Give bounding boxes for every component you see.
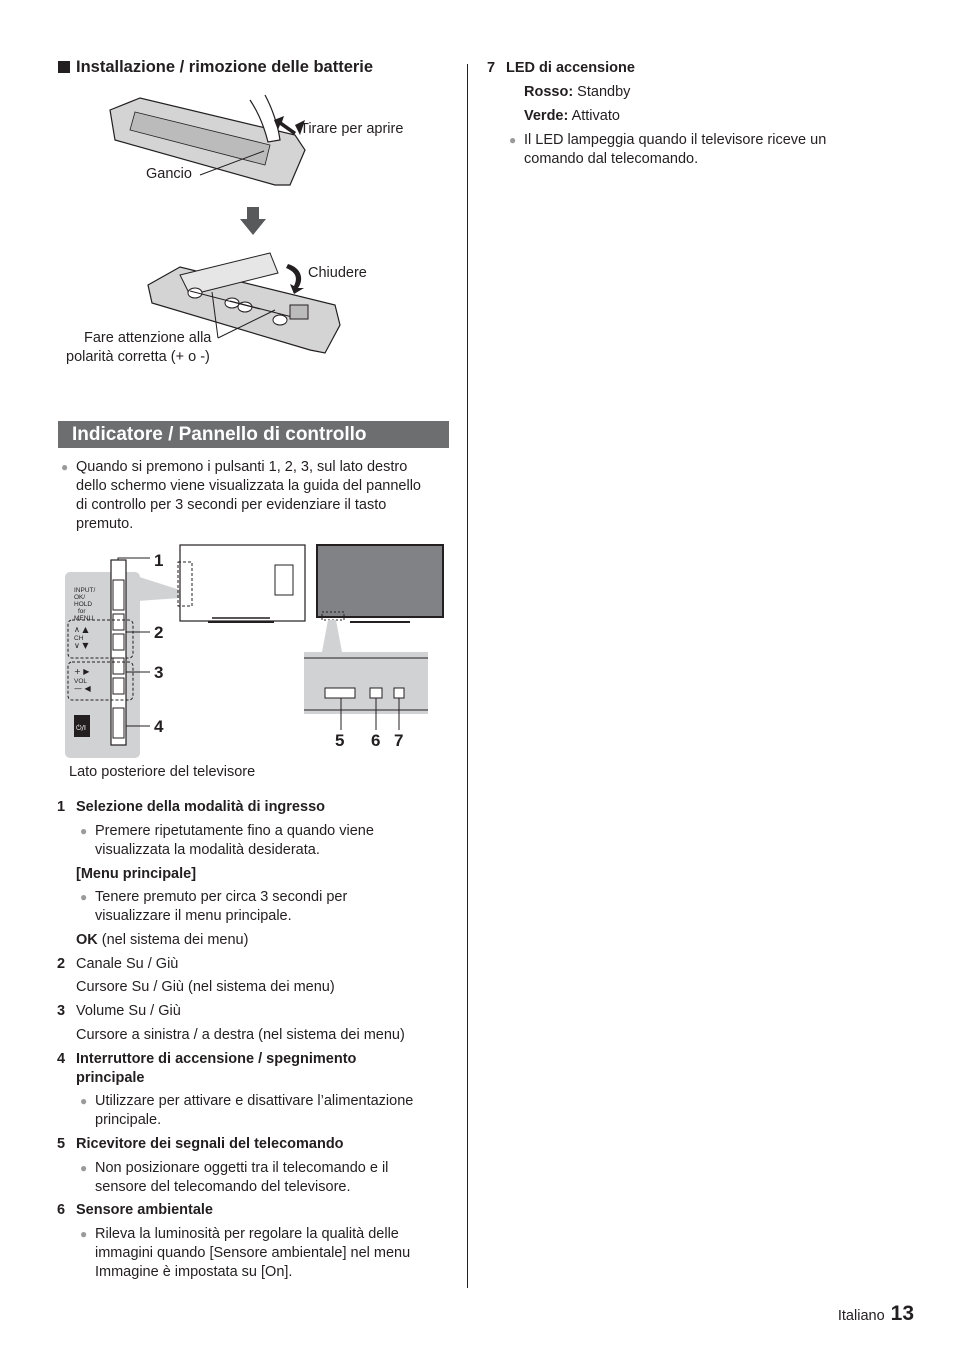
item-5-bullet: ● Non posizionare oggetti tra il telecomando e il sensore del telecomando del televisore. bbox=[80, 1160, 389, 1195]
power-icon: ⏻/I bbox=[76, 724, 86, 732]
callout-4: 4 bbox=[154, 717, 164, 736]
ch-up-icon: ∧ ▲ bbox=[74, 625, 89, 634]
item-6-number: 6 bbox=[57, 1202, 66, 1218]
btn-label-for: for bbox=[78, 608, 86, 615]
item-4-bullet: ● Utilizzare per attivare e disattivare l’alimentazione principale. bbox=[80, 1093, 414, 1128]
label-polarity-1: Fare attenzione alla bbox=[84, 330, 212, 346]
diagram-caption: Lato posteriore del televisore bbox=[69, 764, 256, 780]
vol-up-icon: + ▶ bbox=[74, 667, 90, 676]
item-6-bullet: ● Rileva la luminosità per regolare la qualità delle immagini quando [Sensore ambientale] nel menu Immagine è impostata su [On]. bbox=[80, 1226, 411, 1280]
menu-principale-heading: [Menu principale] bbox=[76, 866, 197, 882]
bullet-dot-icon: ● bbox=[80, 1094, 88, 1108]
btn-label-vol: VOL bbox=[74, 678, 88, 685]
ch-down-icon: ∨ ▼ bbox=[74, 641, 89, 650]
item-2-number: 2 bbox=[57, 956, 66, 972]
callout-5: 5 bbox=[335, 731, 345, 750]
item-4-title-2: principale bbox=[76, 1070, 145, 1086]
btn-label-hold: HOLD bbox=[74, 601, 93, 608]
label-polarity-2: polarità corretta (+ o -) bbox=[66, 349, 210, 365]
item-3-subtitle: Cursore a sinistra / a destra (nel sistema dei menu) bbox=[76, 1027, 405, 1043]
callout-3: 3 bbox=[154, 663, 164, 682]
bullet-dot-icon: ● bbox=[61, 460, 69, 474]
item-4-title-1: Interruttore di accensione / spegnimento bbox=[76, 1051, 357, 1067]
item-6-title: Sensore ambientale bbox=[76, 1202, 213, 1218]
item-7-number: 7 bbox=[487, 60, 496, 76]
item-2-title: Canale Su / Giù bbox=[76, 956, 179, 972]
callout-7: 7 bbox=[394, 731, 404, 750]
bullet-dot-icon: ● bbox=[80, 1227, 88, 1241]
footer-language: Italiano bbox=[837, 1308, 885, 1324]
panel-section-header: Indicatore / Pannello di controllo bbox=[58, 421, 449, 448]
bullet-dot-icon: ● bbox=[80, 824, 88, 838]
panel-intro: ● Quando si premono i pulsanti 1, 2, 3, sul lato destro dello schermo viene visualizzata la guida del pannello di controllo per 3 secondi per evidenziare il tasto premuto. bbox=[61, 459, 421, 532]
callout-2: 2 bbox=[154, 623, 164, 642]
square-bullet-icon bbox=[58, 61, 70, 73]
column-divider bbox=[467, 64, 468, 1288]
led-green-line: Verde: Attivato bbox=[524, 108, 620, 124]
item-5-title: Ricevitore dei segnali del telecomando bbox=[76, 1136, 344, 1152]
item-1-title: Selezione della modalità di ingresso bbox=[76, 799, 325, 815]
led-red-line: Rosso: Standby bbox=[524, 84, 631, 100]
item-3-number: 3 bbox=[57, 1003, 66, 1019]
callout-1: 1 bbox=[154, 551, 164, 570]
item-5-number: 5 bbox=[57, 1136, 66, 1152]
page-number: 13 bbox=[890, 1302, 914, 1325]
item-7-bullet: ● Il LED lampeggia quando il televisore riceve un comando dal telecomando. bbox=[509, 132, 827, 167]
item-4-number: 4 bbox=[57, 1051, 66, 1067]
btn-label-menu: MENU bbox=[74, 615, 94, 622]
close-arrow-icon bbox=[284, 262, 308, 294]
item-3-title: Volume Su / Giù bbox=[76, 1003, 181, 1019]
callout-6: 6 bbox=[371, 731, 381, 750]
btn-label-input: INPUT/ bbox=[74, 587, 96, 594]
btn-label-ch: CH bbox=[74, 635, 84, 642]
item-1-number: 1 bbox=[57, 799, 66, 815]
item-2-subtitle: Cursore Su / Giù (nel sistema dei menu) bbox=[76, 979, 335, 995]
vol-down-icon: — ◀ bbox=[74, 684, 91, 693]
label-pull-to-open: Tirare per aprire bbox=[300, 121, 404, 137]
bullet-dot-icon: ● bbox=[509, 133, 517, 147]
label-hook: Gancio bbox=[146, 166, 192, 182]
pull-arrow-icon bbox=[272, 112, 298, 136]
control-panel-diagram bbox=[60, 540, 450, 765]
down-arrow-icon bbox=[240, 207, 266, 235]
item-1-bullet: ● Premere ripetutamente fino a quando viene visualizzata la modalità desiderata. bbox=[80, 823, 374, 858]
page-footer bbox=[838, 1302, 914, 1326]
hook-leader-line bbox=[198, 148, 268, 178]
bullet-dot-icon: ● bbox=[80, 1161, 88, 1175]
battery-section-title: Installazione / rimozione delle batterie bbox=[58, 58, 373, 77]
item-7-title: LED di accensione bbox=[506, 60, 635, 76]
bullet-dot-icon: ● bbox=[80, 890, 88, 904]
ok-line: OK (nel sistema dei menu) bbox=[76, 932, 249, 948]
label-close: Chiudere bbox=[308, 265, 367, 281]
polarity-leader-lines bbox=[200, 290, 280, 340]
btn-label-ok: OK/ bbox=[74, 594, 86, 601]
menu-principale-bullet: ● Tenere premuto per circa 3 secondi per visualizzare il menu principale. bbox=[80, 889, 348, 924]
